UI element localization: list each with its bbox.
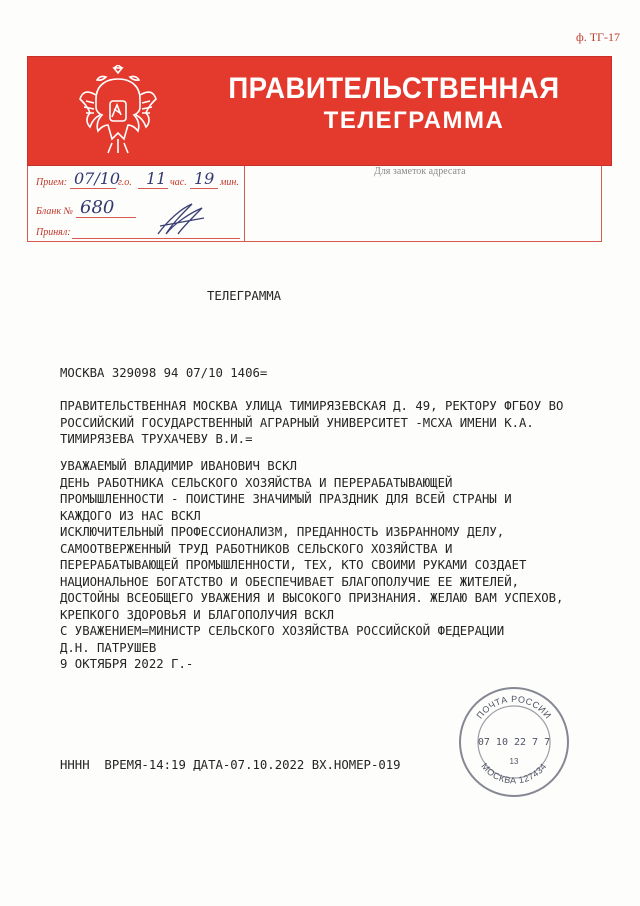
received-date-line [70,188,116,189]
reception-box [28,166,245,241]
body-line: ПЕРЕРАБАТЫВАЮЩЕЙ ПРОМЫШЛЕННОСТИ, ТЕХ, КТО СВОИМИ РУКАМИ СОЗДАЕТ [60,558,527,572]
telegram-heading: ТЕЛЕГРАММА [207,289,282,303]
body-line: 9 ОКТЯБРЯ 2022 Г.- [60,657,194,671]
body-line: НАЦИОНАЛЬНОЕ БОГАТСТВО И ОБЕСПЕЧИВАЕТ БЛАГОПОЛУЧИЕ ЕЕ ЖИТЕЛЕЙ, [60,574,520,589]
body-line: С УВАЖЕНИЕМ=МИНИСТР СЕЛЬСКОГО ХОЗЯЙСТВА РОССИЙСКОЙ ФЕДЕРАЦИИ [60,624,505,638]
telegram-header-line: МОСКВА 329098 94 07/10 1406= [60,366,268,380]
minute-line [190,188,218,189]
body-line: УВАЖАЕМЫЙ ВЛАДИМИР ИВАНОВИЧ ВСКЛ [60,459,297,473]
address-line: ТИМИРЯЗЕВА ТРУХАЧЕВУ В.И.= [60,432,253,446]
address-line: РОССИЙСКИЙ ГОСУДАРСТВЕННЫЙ АГРАРНЫЙ УНИВЕРСИТЕТ -МСХА ИМЕНИ К.А. [60,415,534,430]
body-line: ПРОМЫШЛЕННОСТИ - ПОИСТИНЕ ЗНАЧИМЫЙ ПРАЗДНИК ДЛЯ ВСЕЙ СТРАНЫ И [60,492,512,506]
form-number-label: Бланк № [36,206,73,217]
notes-label: Для заметок адресата [374,166,466,177]
stamp-date-text: 07 10 22 7 7 [477,737,551,748]
received-date-value: 07/10 [74,169,121,188]
form-number-value: 680 [80,197,115,218]
telegram-footer-line: НННН ВРЕМЯ-14:19 ДАТА-07.10.2022 ВХ.НОМЕР-019 [60,758,401,772]
body-line: ДЕНЬ РАБОТНИКА СЕЛЬСКОГО ХОЗЯЙСТВА И ПЕРЕРАБАТЫВАЮЩЕЙ [60,475,453,490]
address-line: ПРАВИТЕЛЬСТВЕННАЯ МОСКВА УЛИЦА ТИМИРЯЗЕВСКАЯ Д. 49, РЕКТОРУ ФГБОУ ВО [60,399,564,413]
minute-label: мин. [220,177,239,188]
body-line: КАЖДОГО ИЗ НАС ВСКЛ [60,508,201,523]
postal-stamp-icon [454,682,574,802]
minute-value: 19 [194,169,215,188]
handwritten-signature-icon [148,200,208,240]
header-banner [27,56,612,166]
reception-form [27,166,602,242]
form-code: ф. ТГ-17 [575,30,620,44]
body-line: ИСКЛЮЧИТЕЛЬНЫЙ ПРОФЕССИОНАЛИЗМ, ПРЕДАННОСТЬ ИЗБРАННОМУ ДЕЛУ, [60,525,505,539]
hour-label: час. [170,177,187,188]
received-label: Прием: [36,177,68,188]
banner-subtitle: ТЕЛЕГРАММА [323,107,505,134]
stamp-bottom-text: МОСКВА 127434 [479,761,549,786]
accepted-line [72,238,240,239]
accepted-label: Принял: [36,227,71,238]
body-line: САМООТВЕРЖЕННЫЙ ТРУД РАБОТНИКОВ СЕЛЬСКОГО ХОЗЯЙСТВА И [60,541,453,556]
stamp-code-text: 13 [509,757,519,766]
body-line: КРЕПКОГО ЗДОРОВЬЯ И БЛАГОПОЛУЧИЯ ВСКЛ [60,607,334,622]
body-line: Д.Н. ПАТРУШЕВ [60,640,157,655]
coat-of-arms-icon [78,65,158,159]
form-number-line [76,217,136,218]
banner-title: ПРАВИТЕЛЬСТВЕННАЯ [228,72,560,105]
body-line: ДОСТОЙНЫ ВСЕОБЩЕГО УВАЖЕНИЯ И ВЫСОКОГО ПРИЗНАНИЯ. ЖЕЛАЮ ВАМ УСПЕХОВ, [60,591,564,605]
stamp-top-text: ПОЧТА РОССИИ [474,693,554,721]
year-label: г.о. [118,177,132,188]
hour-line [138,188,168,189]
hour-value: 11 [146,169,167,188]
